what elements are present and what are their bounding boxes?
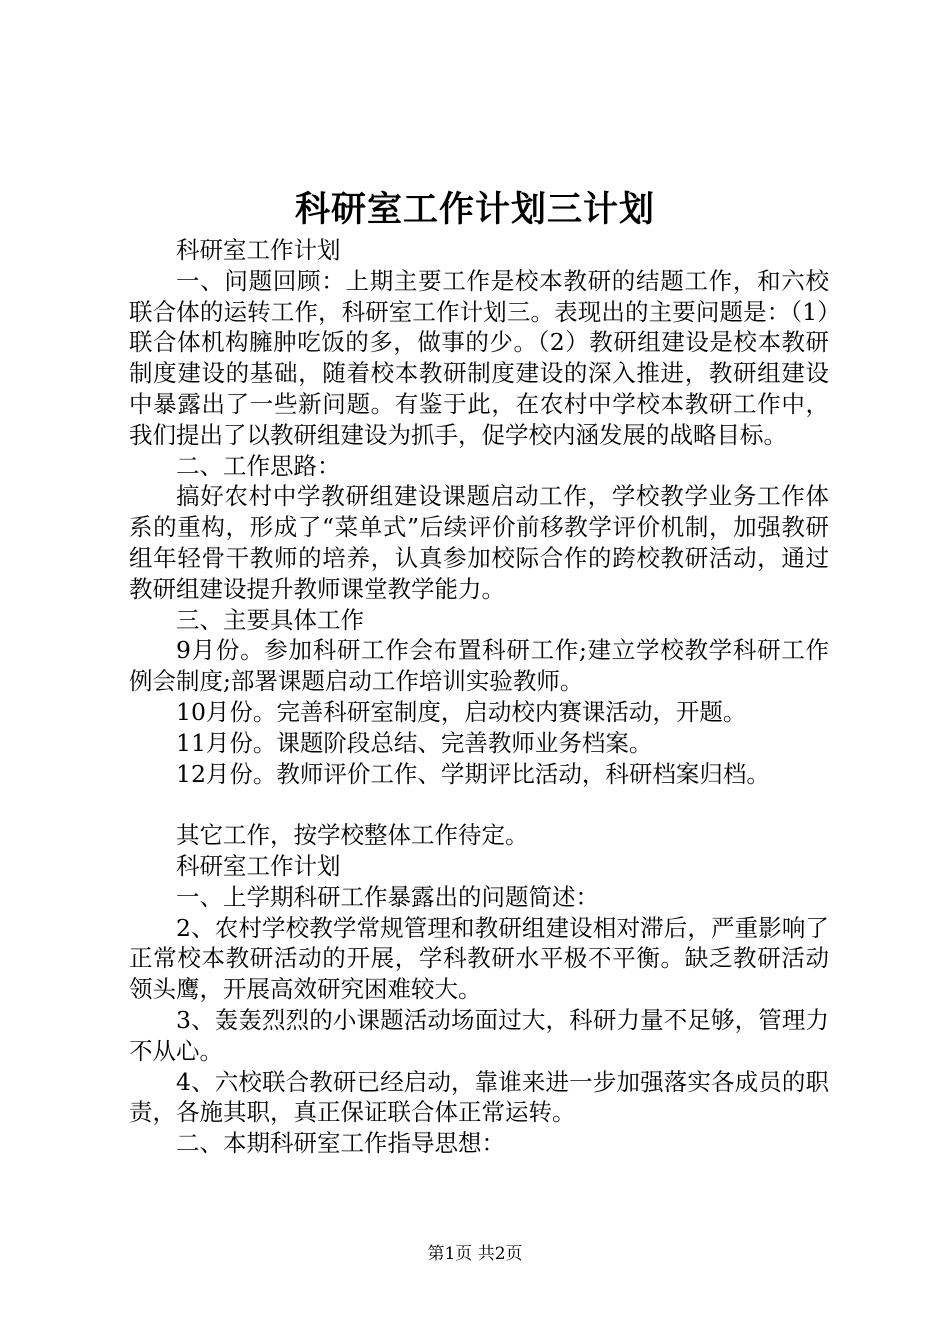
blank-line	[129, 789, 829, 820]
paragraph: 3、轰轰烈烈的小课题活动场面过大，科研力量不足够，管理力不从心。	[129, 1005, 829, 1065]
paragraph: 科研室工作计划	[176, 851, 341, 880]
document-body	[129, 235, 829, 1159]
paragraph: 其它工作，按学校整体工作待定。	[176, 821, 529, 850]
document-title: 科研室工作计划三计划	[294, 189, 655, 230]
paragraph: 三、主要具体工作	[176, 605, 364, 634]
page-footer: 第1页 共2页	[427, 1244, 523, 1264]
paragraph: 11月份。课题阶段总结、完善教师业务档案。	[176, 728, 653, 757]
paragraph: 12月份。教师评价工作、学期评比活动，科研档案归档。	[176, 759, 770, 788]
paragraph: 9月份。参加科研工作会布置科研工作;建立学校教学科研工作例会制度;部署课题启动工作培训实验教师。	[129, 636, 829, 696]
paragraph: 10月份。完善科研室制度，启动校内赛课活动，开题。	[176, 697, 747, 726]
paragraph: 4、六校联合教研已经启动，靠谁来进一步加强落实各成员的职责，各施其职，真正保证联合体正常运转。	[129, 1067, 829, 1127]
paragraph: 二、工作思路：	[176, 451, 341, 480]
paragraph: 一、问题回顾：上期主要工作是校本教研的结题工作，和六校联合体的运转工作，科研室工作计划三。表现出的主要问题是：（1）联合体机构臃肿吃饭的多，做事的少。（2）教研组建设是校本教研制度建设的基础，随着校本教研制度建设的深入推进，教研组建设中暴露出了一些新问题。有鉴于此，在农村中学校本教研工作中，我们提出了以教研组建设为抓手，促学校内涵发展的战略目标。	[129, 266, 829, 449]
paragraph: 科研室工作计划	[176, 236, 341, 264]
paragraph: 搞好农村中学教研组建设课题启动工作，学校教学业务工作体系的重构，形成了“菜单式”后续评价前移教学评价机制，加强教研组年轻骨干教师的培养，认真参加校际合作的跨校教研活动，通过教研组建设提升教师课堂教学能力。	[129, 482, 829, 603]
paragraph: 二、本期科研室工作指导思想：	[176, 1129, 505, 1158]
paragraph: 一、上学期科研工作暴露出的问题简述：	[176, 882, 599, 911]
paragraph: 2、农村学校教学常规管理和教研组建设相对滞后，严重影响了正常校本教研活动的开展，学科教研水平极不平衡。缺乏教研活动领头鹰，开展高效研究困难较大。	[129, 913, 829, 1004]
